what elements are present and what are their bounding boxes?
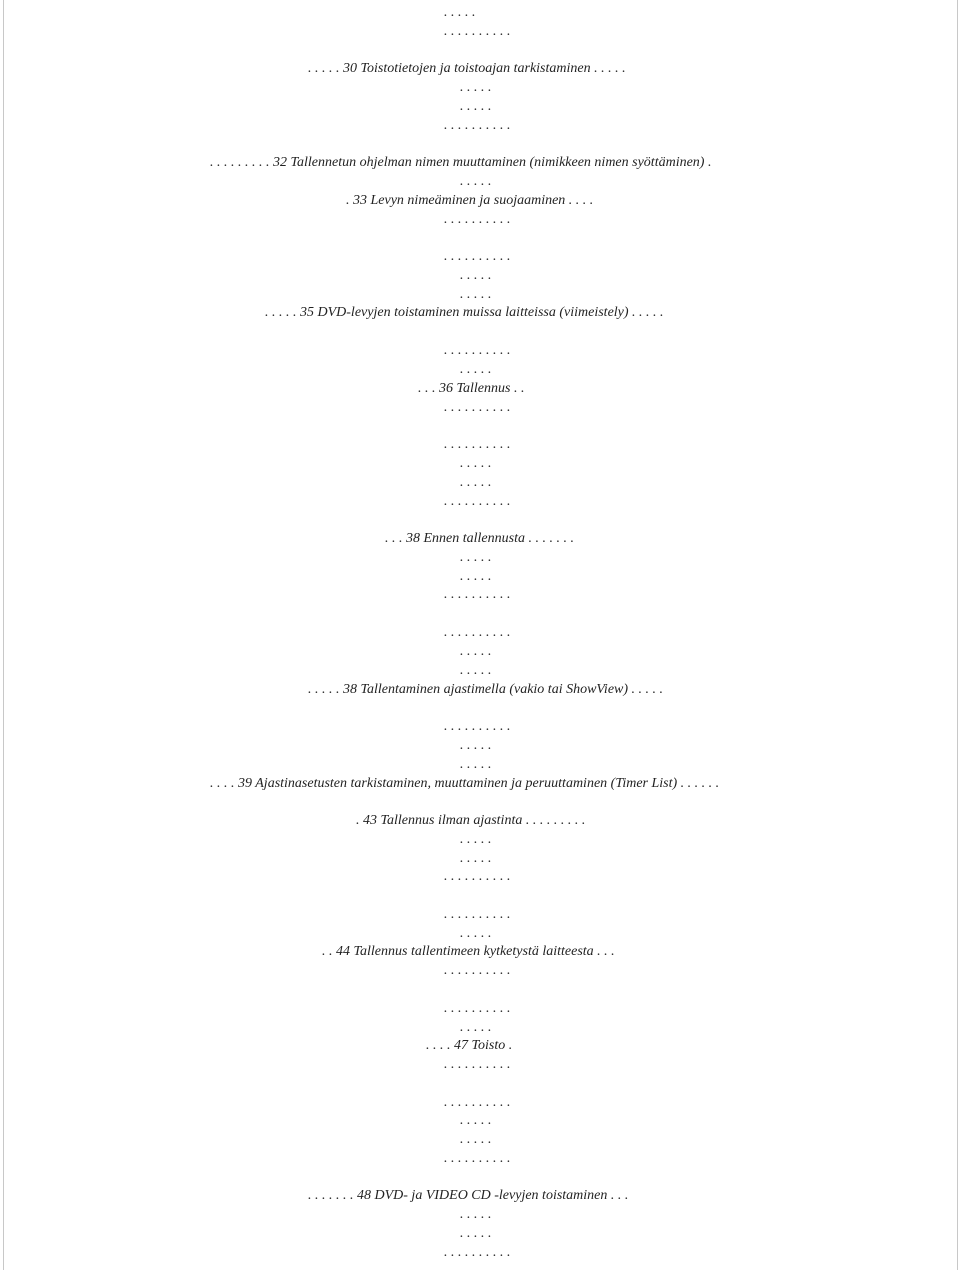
toc-line: [0, 303, 960, 323]
toc-line: [0, 905, 960, 925]
toc-line: [0, 1036, 960, 1056]
toc-line: [0, 961, 960, 981]
toc-line-text: . 43 Tallennus ilman ajastinta . . . . . . . . .: [356, 813, 586, 828]
toc-line: [0, 1055, 960, 1075]
toc-line: [0, 285, 960, 305]
toc-line-text: . . . . . . . . . .: [444, 343, 511, 358]
toc-line: [0, 266, 960, 286]
toc-line: [0, 153, 960, 173]
toc-line-text: . . . . .: [460, 926, 492, 941]
toc-line: [0, 548, 960, 568]
toc-line: [0, 623, 960, 643]
toc-line-text: . 33 Levyn nimeäminen ja suojaaminen . . . .: [346, 193, 594, 208]
toc-line-text: . . . 38 Ennen tallennusta . . . . . . .: [385, 531, 574, 546]
toc-line: [0, 341, 960, 361]
toc-line-text: . . . . 39 Ajastinasetusten tarkistaminen, muuttaminen ja peruuttaminen (Timer List) . . . . . .: [210, 776, 720, 791]
toc-line: [0, 1224, 960, 1244]
toc-line: [0, 567, 960, 587]
toc-line-text: . . . . . . . . . .: [444, 24, 511, 39]
toc-line: [0, 59, 960, 79]
toc-line-text: . . . . . 35 DVD-levyjen toistaminen muissa laitteissa (viimeistely) . . . . .: [265, 305, 664, 320]
toc-line: [0, 78, 960, 98]
toc-line-text: . . . . . . . . . .: [444, 1151, 511, 1166]
toc-line: [0, 774, 960, 794]
toc-line-text: . . . . .: [460, 550, 492, 565]
toc-line: [0, 849, 960, 869]
toc-line-text: . . . . . . . . . .: [444, 869, 511, 884]
toc-line-text: . . . . . . . . . .: [444, 118, 511, 133]
toc-line-text: . . . . . . . . . .: [444, 249, 511, 264]
toc-line: [0, 22, 960, 42]
toc-line-text: . . . . .: [460, 738, 492, 753]
toc-line-text: . . . . .: [460, 80, 492, 95]
toc-line-text: . . . . . . . . . .: [444, 1001, 511, 1016]
toc-line-text: . . . . . . . . . .: [444, 494, 511, 509]
toc-line: [0, 360, 960, 380]
toc-line: [0, 1243, 960, 1263]
toc-line-text: . . . . .: [460, 663, 492, 678]
toc-line-text: . . . . .: [460, 1020, 492, 1035]
toc-line-text: . . . . .: [460, 569, 492, 584]
toc-line: [0, 585, 960, 605]
toc-line: [0, 999, 960, 1019]
toc-line-text: . . . . .: [460, 1207, 492, 1222]
toc-line: [0, 942, 960, 962]
toc-line-text: . . . . . 30 Toistotietojen ja toistoajan tarkistaminen . . . . .: [308, 61, 626, 76]
toc-line-text: . . . . .: [460, 99, 492, 114]
toc-line: [0, 680, 960, 700]
toc-line: [0, 454, 960, 474]
toc-line: [0, 1111, 960, 1131]
toc-line: [0, 1018, 960, 1038]
toc-line: [0, 1149, 960, 1169]
toc-line-text: . . . . .: [460, 757, 492, 772]
toc-line-text: . . . . . . . . . .: [444, 1057, 511, 1072]
toc-line: [0, 717, 960, 737]
toc-line: [0, 1205, 960, 1225]
toc-line-text: . . . . . . . . . .: [444, 963, 511, 978]
toc-line-text: . . . . . 38 Tallentaminen ajastimella (vakio tai ShowView) . . . . .: [308, 682, 664, 697]
toc-line-text: . . . . .: [460, 287, 492, 302]
toc-line-text: . . . . . . . . . .: [444, 437, 511, 452]
toc-line: [0, 435, 960, 455]
toc-line: [0, 210, 960, 230]
toc-line-text: . . . . . . . . . .: [444, 625, 511, 640]
toc-line: [0, 661, 960, 681]
toc-line: [0, 379, 960, 399]
toc-line-text: . . . . .: [460, 644, 492, 659]
toc-line: [0, 642, 960, 662]
toc-line: [0, 811, 960, 831]
toc-line: [0, 924, 960, 944]
toc-line: [0, 247, 960, 267]
toc-line-text: . . . . .: [460, 1226, 492, 1241]
toc-line: [0, 867, 960, 887]
toc-line-text: . . . . . . . . . .: [444, 1245, 511, 1260]
toc-line: [0, 492, 960, 512]
toc-line-text: . . . . 47 Toisto .: [426, 1038, 513, 1053]
toc-line-text: . . 44 Tallennus tallentimeen kytketystä laitteesta . . .: [322, 944, 615, 959]
toc-line-text: . . . . . . . . . .: [444, 400, 511, 415]
toc-line-text: . . . . .: [444, 5, 476, 20]
toc-line-text: . . . . .: [460, 174, 492, 189]
toc-line: [0, 830, 960, 850]
toc-line: [0, 116, 960, 136]
toc-line-text: . . . . . . . . . 32 Tallennetun ohjelman nimen muuttaminen (nimikkeen nimen syöttäminen) .: [210, 155, 712, 170]
toc-line: [0, 1130, 960, 1150]
toc-line: [0, 3, 960, 23]
toc-line-text: . . . . . . . . . .: [444, 907, 511, 922]
toc-line: [0, 529, 960, 549]
toc-line: [0, 97, 960, 117]
toc-line: [0, 736, 960, 756]
toc-line-text: . . . . .: [460, 1113, 492, 1128]
toc-line-text: . . . 36 Tallennus . .: [418, 381, 525, 396]
toc-line-text: . . . . .: [460, 362, 492, 377]
toc-line: [0, 1093, 960, 1113]
toc-line-text: . . . . . . . . . .: [444, 587, 511, 602]
toc-line-text: . . . . . . . . . .: [444, 719, 511, 734]
toc-line-text: . . . . .: [460, 851, 492, 866]
toc-line-text: . . . . .: [460, 1132, 492, 1147]
toc-line: [0, 473, 960, 493]
toc-line-text: . . . . .: [460, 456, 492, 471]
toc-line: [0, 398, 960, 418]
toc-line-text: . . . . .: [460, 475, 492, 490]
toc-line-text: . . . . .: [460, 268, 492, 283]
toc-line-text: . . . . . . . 48 DVD- ja VIDEO CD -levyjen toistaminen . . .: [308, 1188, 629, 1203]
toc-line-text: . . . . . . . . . .: [444, 212, 511, 227]
toc-line: [0, 172, 960, 192]
toc-line-text: . . . . .: [460, 832, 492, 847]
toc-line: [0, 755, 960, 775]
toc-line: [0, 1186, 960, 1206]
toc-line: [0, 191, 960, 211]
toc-line-text: . . . . . . . . . .: [444, 1095, 511, 1110]
